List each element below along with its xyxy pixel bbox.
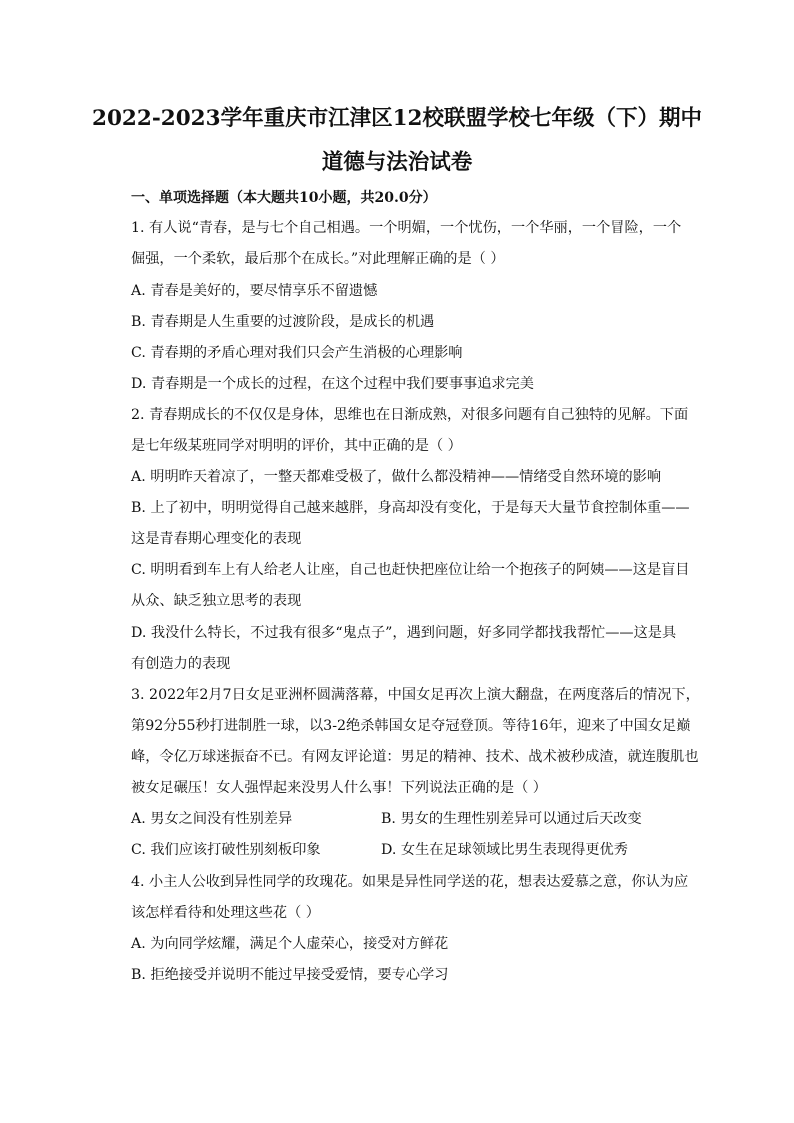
question-4-stem-line1: 4. 小主人公收到异性同学的玫瑰花。如果是异性同学送的花，想表达爱慕之意，你认为应 xyxy=(131,874,689,890)
question-2-option-d-cont: 有创造力的表现 xyxy=(131,656,231,672)
question-3-stem-line4: 被女足碾压！女人强悍起来没男人什么事！下列说法正确的是（ ） xyxy=(131,780,547,796)
question-3-stem-line3: 峰，令亿万球迷振奋不已。有网友评论道：男足的精神、技术、战术被秒成渣，就连腹肌也 xyxy=(131,749,699,765)
question-1-option-c: C. 青春期的矛盾心理对我们只会产生消极的心理影响 xyxy=(131,345,463,361)
question-1-option-b: B. 青春期是人生重要的过渡阶段，是成长的机遇 xyxy=(131,314,435,330)
question-1-stem-line1: 1. 有人说“青春，是与七个自己相遇。一个明媚，一个忧伤，一个华丽，一个冒险，一个 xyxy=(131,220,682,236)
question-2-option-b-cont: 这是青春期心理变化的表现 xyxy=(131,531,302,547)
question-2-option-d: D. 我没什么特长，不过我有很多“鬼点子”，遇到问题，好多同学都找我帮忙——这是具 xyxy=(131,625,677,641)
question-3-stem-line2: 第92分55秒打进制胜一球，以3-2绝杀韩国女足夺冠登顶。等待16年，迎来了中国女足巅 xyxy=(131,718,691,734)
question-2-option-c: C. 明明看到车上有人给老人让座，自己也赶快把座位让给一个抱孩子的阿姨——这是盲目 xyxy=(131,562,690,578)
question-2-stem-line1: 2. 青春期成长的不仅仅是身体，思维也在日渐成熟，对很多问题有自己独特的见解。下面 xyxy=(131,407,689,423)
question-3-option-c: C. 我们应该打破性别刻板印象 xyxy=(131,842,321,858)
question-2-option-a: A. 明明昨天着凉了，一整天都难受极了，做什么都没精神——情绪受自然环境的影响 xyxy=(131,469,662,485)
question-3-stem-line1: 3. 2022年2月7日女足亚洲杯圆满落幕，中国女足再次上演大翻盘，在两度落后的情况下， xyxy=(131,687,700,703)
question-3-option-d: D. 女生在足球领域比男生表现得更优秀 xyxy=(381,842,628,858)
question-2-stem-line2: 是七年级某班同学对明明的评价，其中正确的是（ ） xyxy=(131,438,462,454)
section-heading: 一、单项选择题（本大题共10小题，共20.0分） xyxy=(131,190,437,206)
question-3-option-a: A. 男女之间没有性别差异 xyxy=(131,811,293,827)
question-1-option-d: D. 青春期是一个成长的过程，在这个过程中我们要事事追求完美 xyxy=(131,376,534,392)
question-4-stem-line2: 该怎样看待和处理这些花（ ） xyxy=(131,905,320,921)
question-3-option-b: B. 男女的生理性别差异可以通过后天改变 xyxy=(381,811,642,827)
question-4-option-a: A. 为向同学炫耀，满足个人虚荣心，接受对方鲜花 xyxy=(131,936,449,952)
question-2-option-b: B. 上了初中，明明觉得自己越来越胖，身高却没有变化，于是每天大量节食控制体重—— xyxy=(131,500,690,516)
question-2-option-c-cont: 从众、缺乏独立思考的表现 xyxy=(131,593,302,609)
question-4-option-b: B. 拒绝接受并说明不能过早接受爱情，要专心学习 xyxy=(131,967,449,983)
exam-title-line2: 道德与法治试卷 xyxy=(321,150,473,175)
exam-title-line1: 2022-2023学年重庆市江津区12校联盟学校七年级（下）期中 xyxy=(91,106,703,131)
question-1-option-a: A. 青春是美好的，要尽情享乐不留遗憾 xyxy=(131,283,378,299)
question-1-stem-line2: 倔强，一个柔软，最后那个在成长。”对此理解正确的是（ ） xyxy=(131,251,505,267)
